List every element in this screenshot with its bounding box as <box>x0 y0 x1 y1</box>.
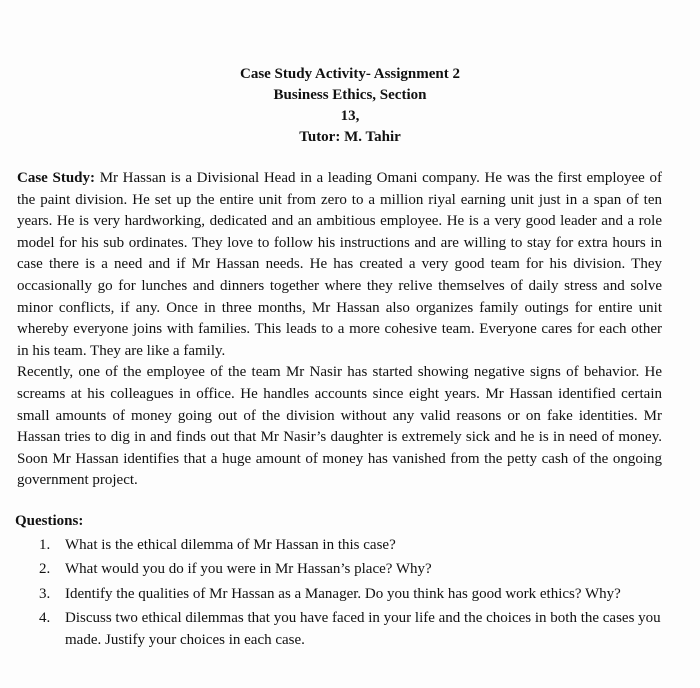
question-number: 1. <box>39 536 51 553</box>
question-text: What would you do if you were in Mr Hassan’s place? Why? <box>65 561 432 577</box>
assignment-title: Case Study Activity- Assignment 2 <box>239 66 460 82</box>
case-study-paragraph-1 <box>17 168 662 362</box>
questions-heading: Questions: <box>15 513 84 529</box>
question-item <box>15 608 665 651</box>
case-study-label: Case Study: <box>17 170 96 186</box>
case-study-body <box>17 168 662 492</box>
questions-section <box>15 511 665 654</box>
question-item <box>15 535 665 557</box>
question-item <box>15 559 665 581</box>
tutor-name: Tutor: M. Tahir <box>299 129 401 145</box>
question-number: 2. <box>39 561 51 577</box>
section-number: 13, <box>340 108 360 124</box>
course-section: Business Ethics, Section <box>273 87 427 103</box>
assignment-header <box>0 64 700 148</box>
question-item <box>15 584 665 606</box>
questions-list <box>15 535 665 652</box>
question-number: 3. <box>39 585 51 602</box>
case-study-text-1: Mr Hassan is a Divisional Head in a leading Omani company. He was the first employee of the paint division. He set up the entire unit from zero to a million riyal earning unit just in a span of ten years. He is very hardworking, dedicated and an ambitious employee. He is a very good leader and a role model for his sub ordinates. They love to follow his instructions and are willing to stay for extra hours in case there is a need and if Mr Hassan needs. He has created a very good team for his division. They occasionally go for lunches and dinners together where they relive themselves of daily stress and solve minor conflicts, if any. Once in three months, Mr Hassan also organizes family outings for entire unit whereby everyone joins with families. This leads to a more cohesive team. Everyone cares for each other in his team. They are like a family. <box>17 170 662 359</box>
question-text: Discuss two ethical dilemmas that you have faced in your life and the choices in both the cases you made. Justify your choices in each case. <box>65 610 661 648</box>
question-number: 4. <box>39 610 51 626</box>
case-study-paragraph-2: Recently, one of the employee of the team Mr Nasir has started showing negative signs of behavior. He screams at his colleagues in office. He handles accounts since eight years. Mr Hassan identified certain small amounts of money going out of the division without any valid reasons or on fake identities. Mr Hassan tries to dig in and finds out that Mr Nasir’s daughter is extremely sick and he is in need of money. Soon Mr Hassan identifies that a huge amount of money has vanished from the petty cash of the ongoing government project. <box>17 364 662 489</box>
question-text: Identify the qualities of Mr Hassan as a Manager. Do you think has good work ethics? Why? <box>65 585 621 602</box>
question-text: What is the ethical dilemma of Mr Hassan in this case? <box>65 536 396 553</box>
